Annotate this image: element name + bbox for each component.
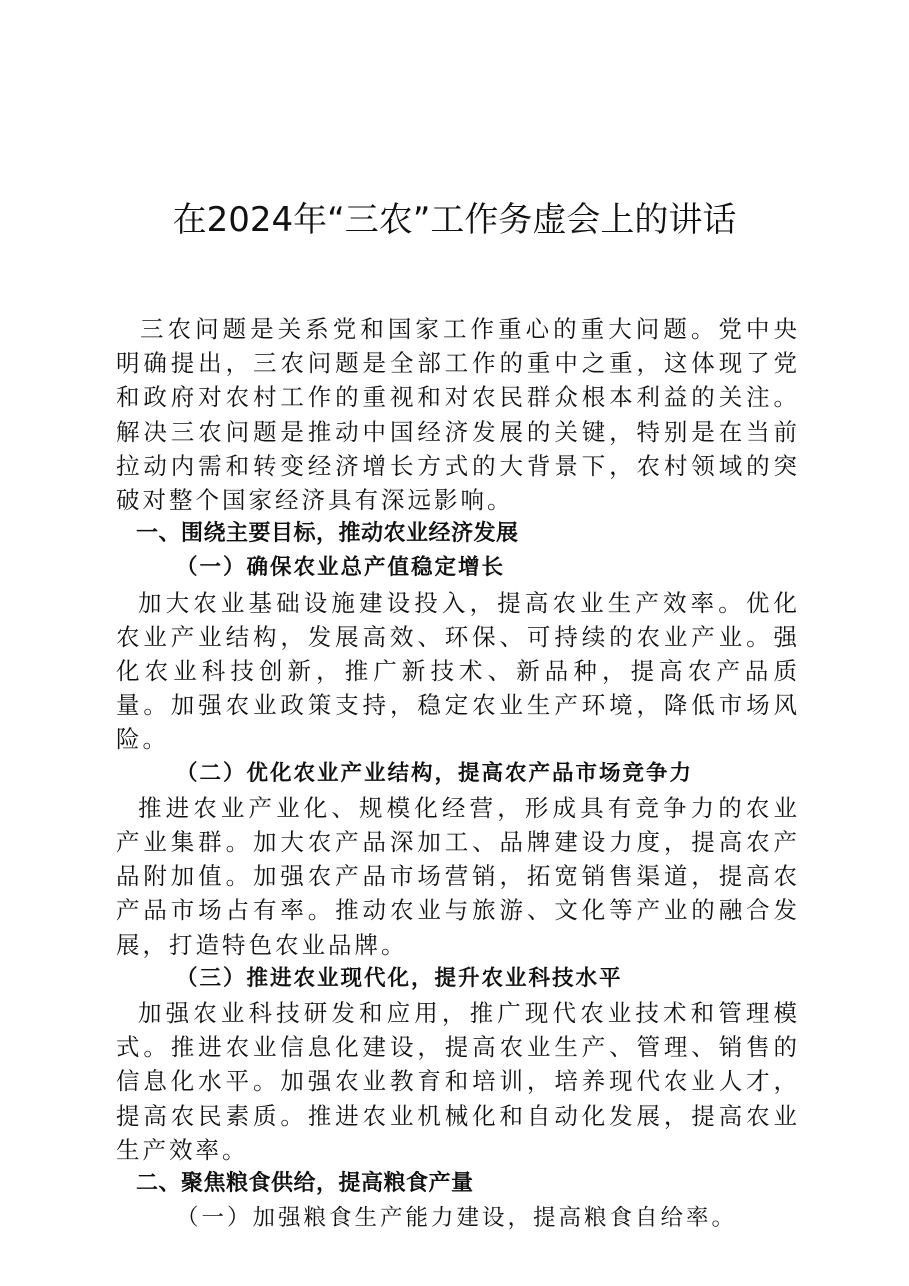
subsection-heading-2-1: （一）加强粮食生产能力建设，提高粮食自给率。 (176, 1205, 738, 1232)
subsection-paragraph-1-1: 加大农业基础设施建设投入，提高农业生产效率。优化农业产业结构，发展高效、环保、可持续的农业产业。强化农业科技创新，推广新技术、新品种，提高农产品质量。加强农业政策支持，稳定农业生产环境，降低市场风险。 (116, 588, 800, 754)
section-heading-1: 一、围绕主要目标，推动农业经济发展 (136, 521, 519, 547)
subsection-heading-1-2: （二）优化农业产业结构，提高农产品市场竞争力 (176, 760, 694, 786)
section-heading-2: 二、聚焦粮食供给，提高粮食产量 (136, 1171, 474, 1197)
subsection-paragraph-1-3: 加强农业科技研发和应用，推广现代农业技术和管理模式。推进农业信息化建设，提高农业生产、管理、销售的信息化水平。加强农业教育和培训，培养现代农业人才，提高农民素质。推进农业机械化和自动化发展，提高农业生产效率。 (116, 999, 800, 1164)
document-body (116, 312, 800, 1235)
subsection-heading-1-3: （三）推进农业现代化，提升农业科技水平 (176, 965, 623, 991)
subsection-paragraph-1-2: 推进农业产业化、规模化经营，形成具有竞争力的农业产业集群。加大农产品深加工、品牌建设力度，提高农产品附加值。加强农产品市场营销，拓宽销售渠道，提高农产品市场占有率。推动农业与旅游、文化等产业的融合发展，打造特色农业品牌。 (116, 793, 800, 959)
subsection-heading-1-1: （一）确保农业总产值稳定增长 (176, 555, 506, 581)
document-title: 在2024年“三农”工作务虚会上的讲话 (172, 200, 737, 240)
intro-paragraph: 三农问题是关系党和国家工作重心的重大问题。党中央明确提出，三农问题是全部工作的重中之重，这体现了党和政府对农村工作的重视和对农民群众根本利益的关注。解决三农问题是推动中国经济发展的关键，特别是在当前拉动内需和转变经济增长方式的大背景下，农村领域的突破对整个国家经济具有深远影响。 (116, 315, 800, 515)
